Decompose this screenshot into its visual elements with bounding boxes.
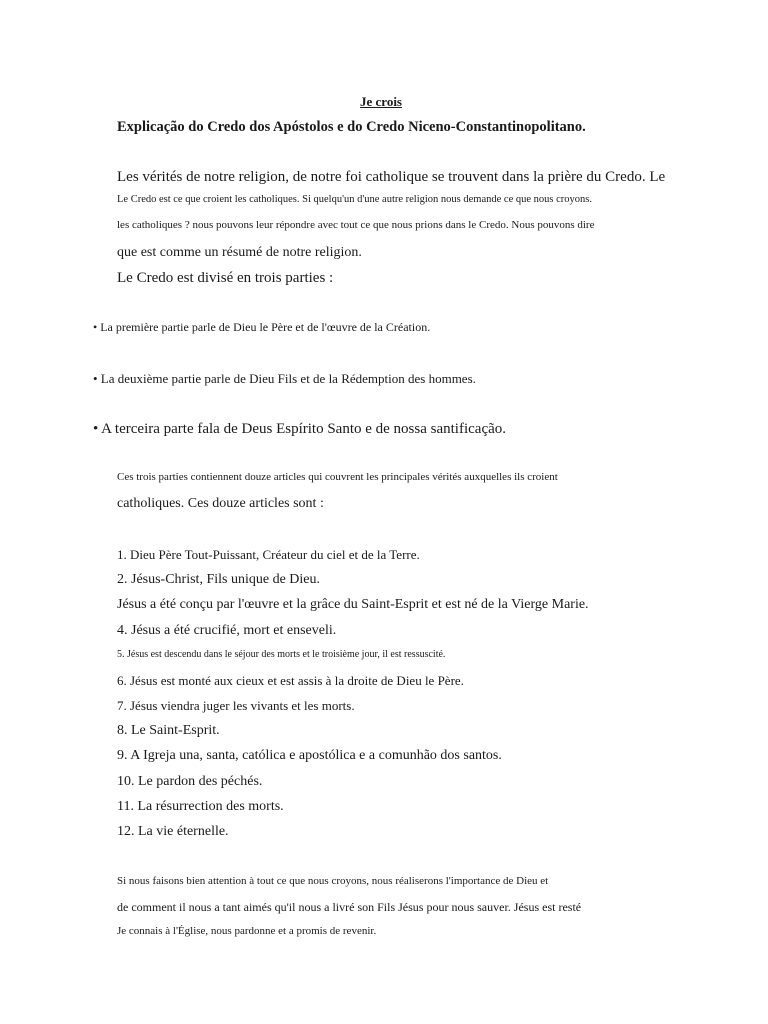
document-subtitle: Explicação do Credo dos Apóstolos e do Credo Niceno-Constantinopolitano.	[117, 119, 586, 135]
article-item: Jésus a été conçu par l'œuvre et la grâce du Saint-Esprit et est né de la Vierge Marie.	[117, 597, 589, 612]
articles-intro-line: Ces trois parties contiennent douze articles qui couvrent les principales vérités auxquelles ils croient	[117, 471, 558, 483]
article-item: 6. Jésus est monté aux cieux et est assis à la droite de Dieu le Père.	[117, 673, 464, 688]
part-item: • La première partie parle de Dieu le Père et de l'œuvre de la Création.	[93, 320, 431, 334]
closing-line: de comment il nous a tant aimés qu'il nous a livré son Fils Jésus pour nous sauver. Jésus est resté	[117, 900, 582, 914]
article-item: 8. Le Saint-Esprit.	[117, 723, 220, 738]
article-item: 1. Dieu Père Tout-Puissant, Créateur du ciel et de la Terre.	[117, 547, 420, 562]
part-item: • A terceira parte fala de Deus Espírito Santo e de nossa santificação.	[93, 421, 507, 437]
part-item: • La deuxième partie parle de Dieu Fils et de la Rédemption des hommes.	[93, 371, 476, 386]
articles-intro-line: catholiques. Ces douze articles sont :	[117, 496, 324, 511]
article-item: 4. Jésus a été crucifié, mort et enseveli.	[117, 623, 337, 638]
article-item: 2. Jésus-Christ, Fils unique de Dieu.	[117, 572, 320, 587]
article-item: 5. Jésus est descendu dans le séjour des morts et le troisième jour, il est ressuscité.	[117, 649, 446, 660]
closing-line: Si nous faisons bien attention à tout ce que nous croyons, nous réaliserons l'importance de Dieu et	[117, 875, 549, 887]
article-item: 11. La résurrection des morts.	[117, 799, 284, 814]
article-item: 12. La vie éternelle.	[117, 824, 229, 839]
intro-line: que est comme un résumé de notre religion.	[117, 245, 362, 260]
intro-line: les catholiques ? nous pouvons leur répondre avec tout ce que nous prions dans le Credo. Nous pouvons dire	[117, 219, 595, 231]
article-item: 7. Jésus viendra juger les vivants et les morts.	[117, 698, 355, 713]
closing-line: Je connais à l'Église, nous pardonne et a promis de revenir.	[117, 925, 377, 937]
intro-line: Le Credo est ce que croient les catholiques. Si quelqu'un d'une autre religion nous demande ce que nous croyons.	[117, 194, 592, 205]
document-title: Je crois	[360, 94, 402, 109]
intro-line: Le Credo est divisé en trois parties :	[117, 270, 334, 286]
intro-line: Les vérités de notre religion, de notre foi catholique se trouvent dans la prière du Credo. Le	[117, 169, 666, 185]
article-item: 9. A Igreja una, santa, católica e apostólica e a comunhão dos santos.	[117, 748, 502, 763]
article-item: 10. Le pardon des péchés.	[117, 774, 263, 789]
